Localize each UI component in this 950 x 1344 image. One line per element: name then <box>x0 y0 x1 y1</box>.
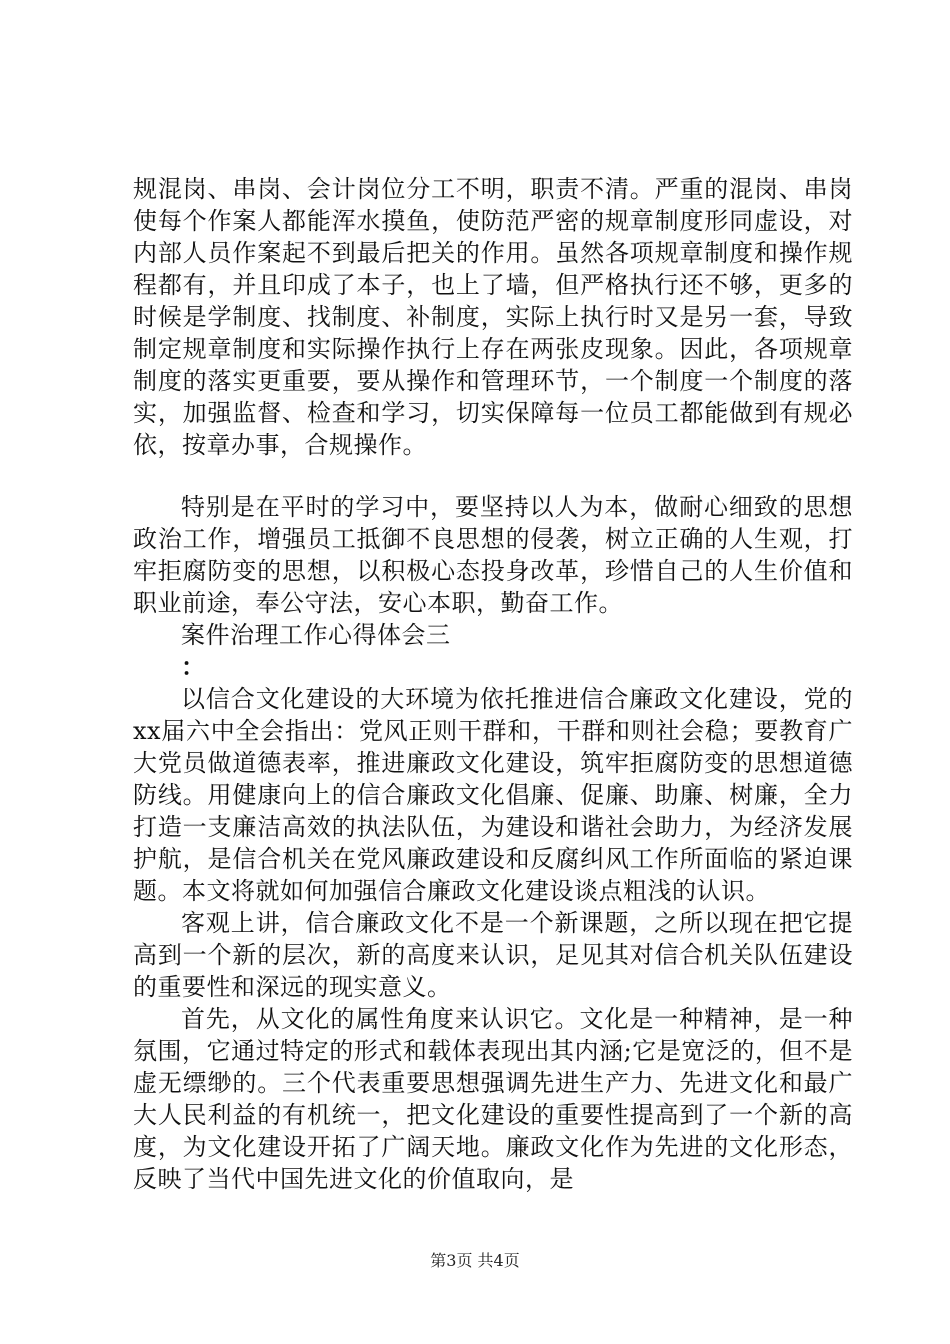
paragraph-culture-construction: 以信合文化建设的大环境为依托推进信合廉政文化建设，党的xx届六中全会指出：党风正则干群和，干群和则社会稳；要教育广大党员做道德表率，推进廉政文化建设，筑牢拒腐防变的思想道德防线。用健康向上的信合廉政文化倡廉、促廉、助廉、树廉，全力打造一支廉洁高效的执法队伍，为建设和谐社会助力，为经济发展护航，是信合机关在党风廉政建设和反腐纠风工作所面临的紧迫课题。本文将就如何加强信合廉政文化建设谈点粗浅的认识。 <box>133 685 853 905</box>
paragraph-objective: 客观上讲，信合廉政文化不是一个新课题，之所以现在把它提高到一个新的层次，新的高度来认识，足见其对信合机关队伍建设的重要性和深远的现实意义。 <box>133 909 853 1001</box>
section-colon: ： <box>181 652 206 681</box>
paragraph-study: 特别是在平时的学习中，要坚持以人为本，做耐心细致的思想政治工作，增强员工抵御不良思想的侵袭，树立正确的人生观，打牢拒腐防变的思想，以积极心态投身改革，珍惜自己的人生价值和职业前途，奉公守法，安心本职，勤奋工作。 <box>133 493 853 617</box>
document-body <box>133 173 853 1195</box>
page-footer: 第3页 共4页 <box>430 1251 520 1270</box>
paragraph-first: 首先，从文化的属性角度来认识它。文化是一种精神，是一种氛围，它通过特定的形式和载体表现出其内涵;它是宽泛的，但不是虚无缥缈的。三个代表重要思想强调先进生产力、先进文化和最广大人民利益的有机统一，把文化建设的重要性提高到了一个新的高度，为文化建设开拓了广阔天地。廉政文化作为先进的文化形态，反映了当代中国先进文化的价值取向，是 <box>133 1005 853 1193</box>
section-title: 案件治理工作心得体会三 <box>181 621 451 649</box>
paragraph-regulations: 规混岗、串岗、会计岗位分工不明，职责不清。严重的混岗、串岗使每个作案人都能浑水摸鱼，使防范严密的规章制度形同虚设，对内部人员作案起不到最后把关的作用。虽然各项规章制度和操作规程都有，并且印成了本子，也上了墙，但严格执行还不够，更多的时候是学制度、找制度、补制度，实际上执行时又是另一套，导致制定规章制度和实际操作执行上存在两张皮现象。因此，各项规章制度的落实更重要，要从操作和管理环节，一个制度一个制度的落实，加强监督、检查和学习，切实保障每一位员工都能做到有规必依，按章办事，合规操作。 <box>133 175 853 459</box>
